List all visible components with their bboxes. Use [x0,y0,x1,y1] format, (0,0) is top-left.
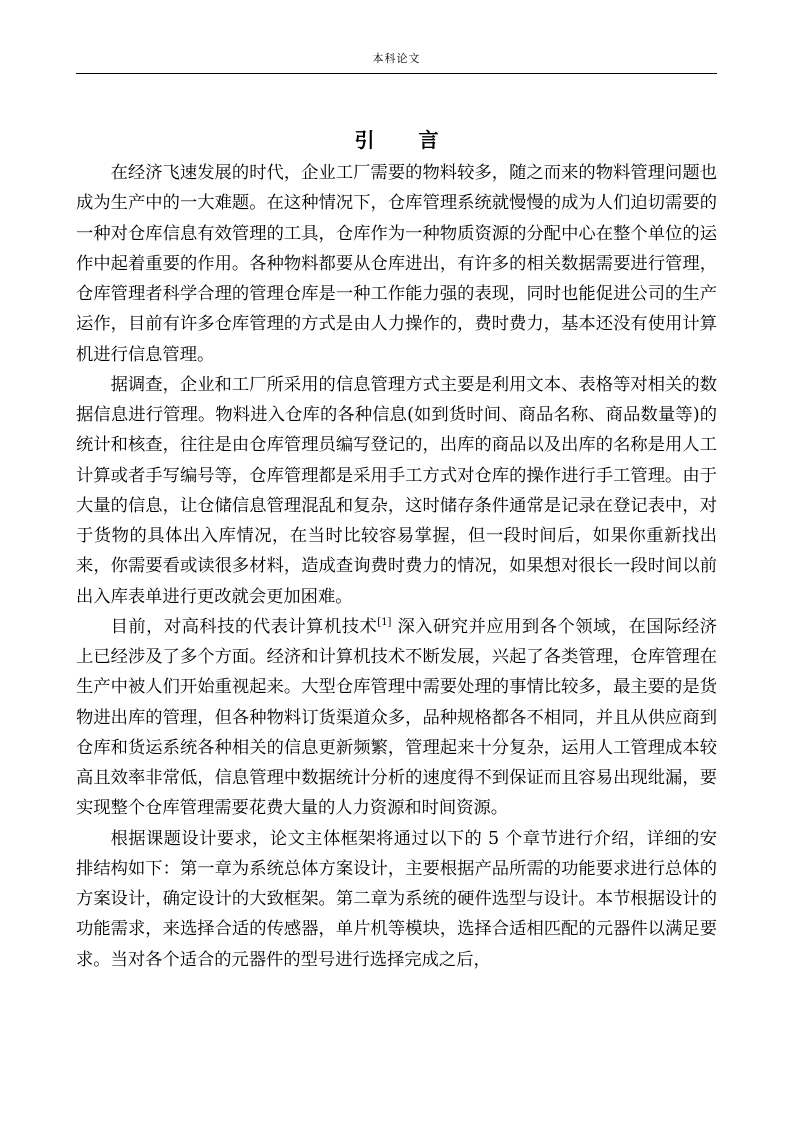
paragraph-3-after: 深入研究并应用到各个领域，在国际经济上已经涉及了多个方面。经济和计算机技术不断发展，兴起了各类管理，仓库管理在生产中被人们开始重视起来。大型仓库管理中需要处理的事情比较多，最主要的是货物进出库的管理，但各种物料订货渠道众多，品种规格都各不相同，并且从供应商到仓库和货运系统各种相关的信息更新频繁，管理起来十分复杂，运用人工管理成本较高且效率非常低，信息管理中数据统计分析的速度得不到保证而且容易出现纰漏，要实现整个仓库管理需要花费大量的人力资源和时间资源。 [76,616,717,819]
paragraph-3-before: 目前，对高科技的代表计算机技术 [110,616,378,637]
body-text [76,158,717,975]
paragraph-3 [76,612,717,824]
running-header: 本科论文 [372,52,421,65]
title-char-2: 言 [418,128,439,152]
paragraph-1: 在经济飞速发展的时代，企业工厂需要的物料较多，随之而来的物料管理问题也成为生产中的一大难题。在这种情况下，仓库管理系统就慢慢的成为人们迫切需要的一种对仓库信息有效管理的工具，仓库作为一种物质资源的分配中心在整个单位的运作中起着重要的作用。各种物料都要从仓库进出，有许多的相关数据需要进行管理，仓库管理者科学合理的管理仓库是一种工作能力强的表现，同时也能促进公司的生产运作，目前有许多仓库管理的方式是由人力操作的，费时费力，基本还没有使用计算机进行信息管理。 [76,163,717,365]
citation-ref: [1] [377,616,392,628]
section-title [76,126,717,154]
header-rule [76,73,717,74]
paragraph-2: 据调查，企业和工厂所采用的信息管理方式主要是利用文本、表格等对相关的数据信息进行管理。物料进入仓库的各种信息(如到货时间、商品名称、商品数量等)的统计和核查，往往是由仓库管理员编写登记的，出库的商品以及出库的名称是用人工计算或者手写编号等，仓库管理都是采用手工方式对仓库的操作进行手工管理。由于大量的信息，让仓储信息管理混乱和复杂，这时储存条件通常是记录在登记表中，对于货物的具体出入库情况，在当时比较容易掌握，但一段时间后，如果你重新找出来，你需要看或读很多材料，造成查询费时费力的情况，如果想对很长一段时间以前出入库表单进行更改就会更加困难。 [76,374,717,607]
title-char-1: 引 [354,128,375,152]
paragraph-4: 根据课题设计要求，论文主体框架将通过以下的 5 个章节进行介绍，详细的安排结构如下：第一章为系统总体方案设计，主要根据产品所需的功能要求进行总体的方案设计，确定设计的大致框架。第二章为系统的硬件选型与设计。本节根据设计的功能需求，来选择合适的传感器，单片机等模块，选择合适相匹配的元器件以满足要求。当对各个适合的元器件的型号进行选择完成之后， [76,828,717,970]
